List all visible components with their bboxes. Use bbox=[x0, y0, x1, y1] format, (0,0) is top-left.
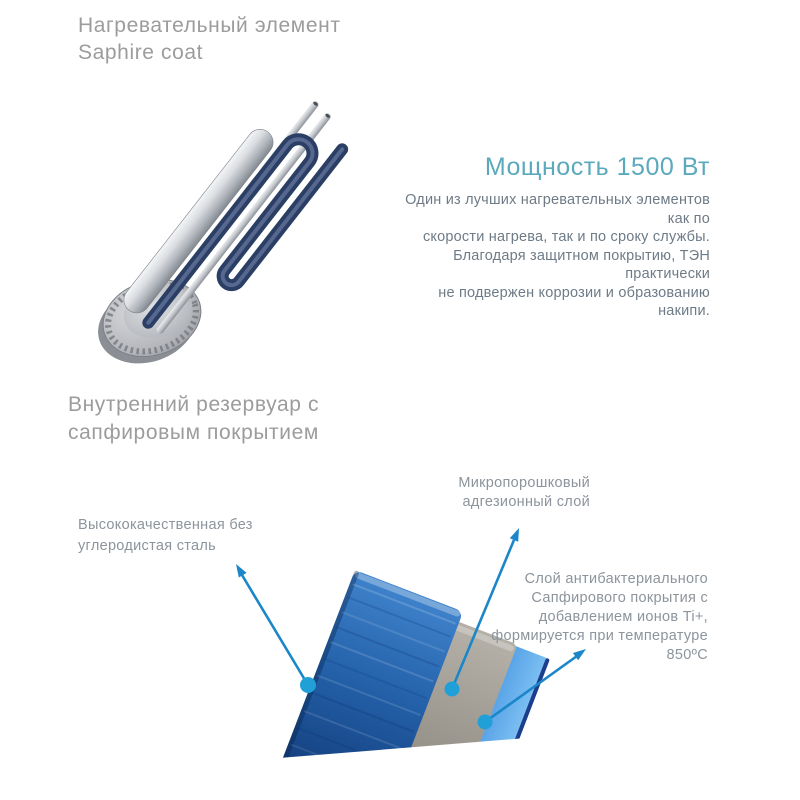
tank-section-title bbox=[68, 391, 319, 447]
power-description bbox=[395, 191, 710, 321]
tank-title-line2: сапфировым покрытием bbox=[68, 421, 319, 444]
power-desc-line1: Один из лучших нагревательных элементов как по bbox=[405, 192, 710, 227]
adhesion-dot-icon bbox=[445, 682, 460, 697]
steel-dot-icon bbox=[300, 677, 316, 693]
annotation-steel-layer: Высококачественная без углеродистая сталь bbox=[78, 517, 253, 554]
silver-tube bbox=[119, 124, 279, 318]
power-desc-line4: не подвержен коррозии и образованию накипи. bbox=[438, 284, 710, 319]
steel-arrow-line bbox=[242, 575, 308, 685]
tank-title-line1: Внутренний резервуар с bbox=[68, 393, 320, 416]
element-tubes bbox=[119, 81, 356, 352]
heater-section-title bbox=[78, 12, 341, 66]
adhesion-arrowhead-icon bbox=[510, 528, 519, 542]
annotation-sapphire-layer: Слой антибактериального Сапфирового покрытия с добавлением ионов Ti+, формируется при температуре 850ºС bbox=[491, 571, 708, 663]
heater-title-line1: Нагревательный элемент bbox=[78, 14, 341, 37]
sapphire-dot-icon bbox=[478, 715, 493, 730]
power-title: Мощность 1500 Вт bbox=[484, 153, 710, 181]
heater-title-line2: Saphire coat bbox=[78, 41, 204, 64]
annotation-adhesion-layer: Микропорошковый адгезионный слой bbox=[458, 475, 590, 510]
heating-element-image bbox=[95, 78, 365, 368]
steel-arrowhead-icon bbox=[236, 564, 247, 578]
power-desc-line2: скорости нагрева, так и по сроку службы. bbox=[422, 229, 710, 245]
power-desc-line3: Благодаря защитном покрытию, ТЭН практически bbox=[453, 247, 710, 282]
